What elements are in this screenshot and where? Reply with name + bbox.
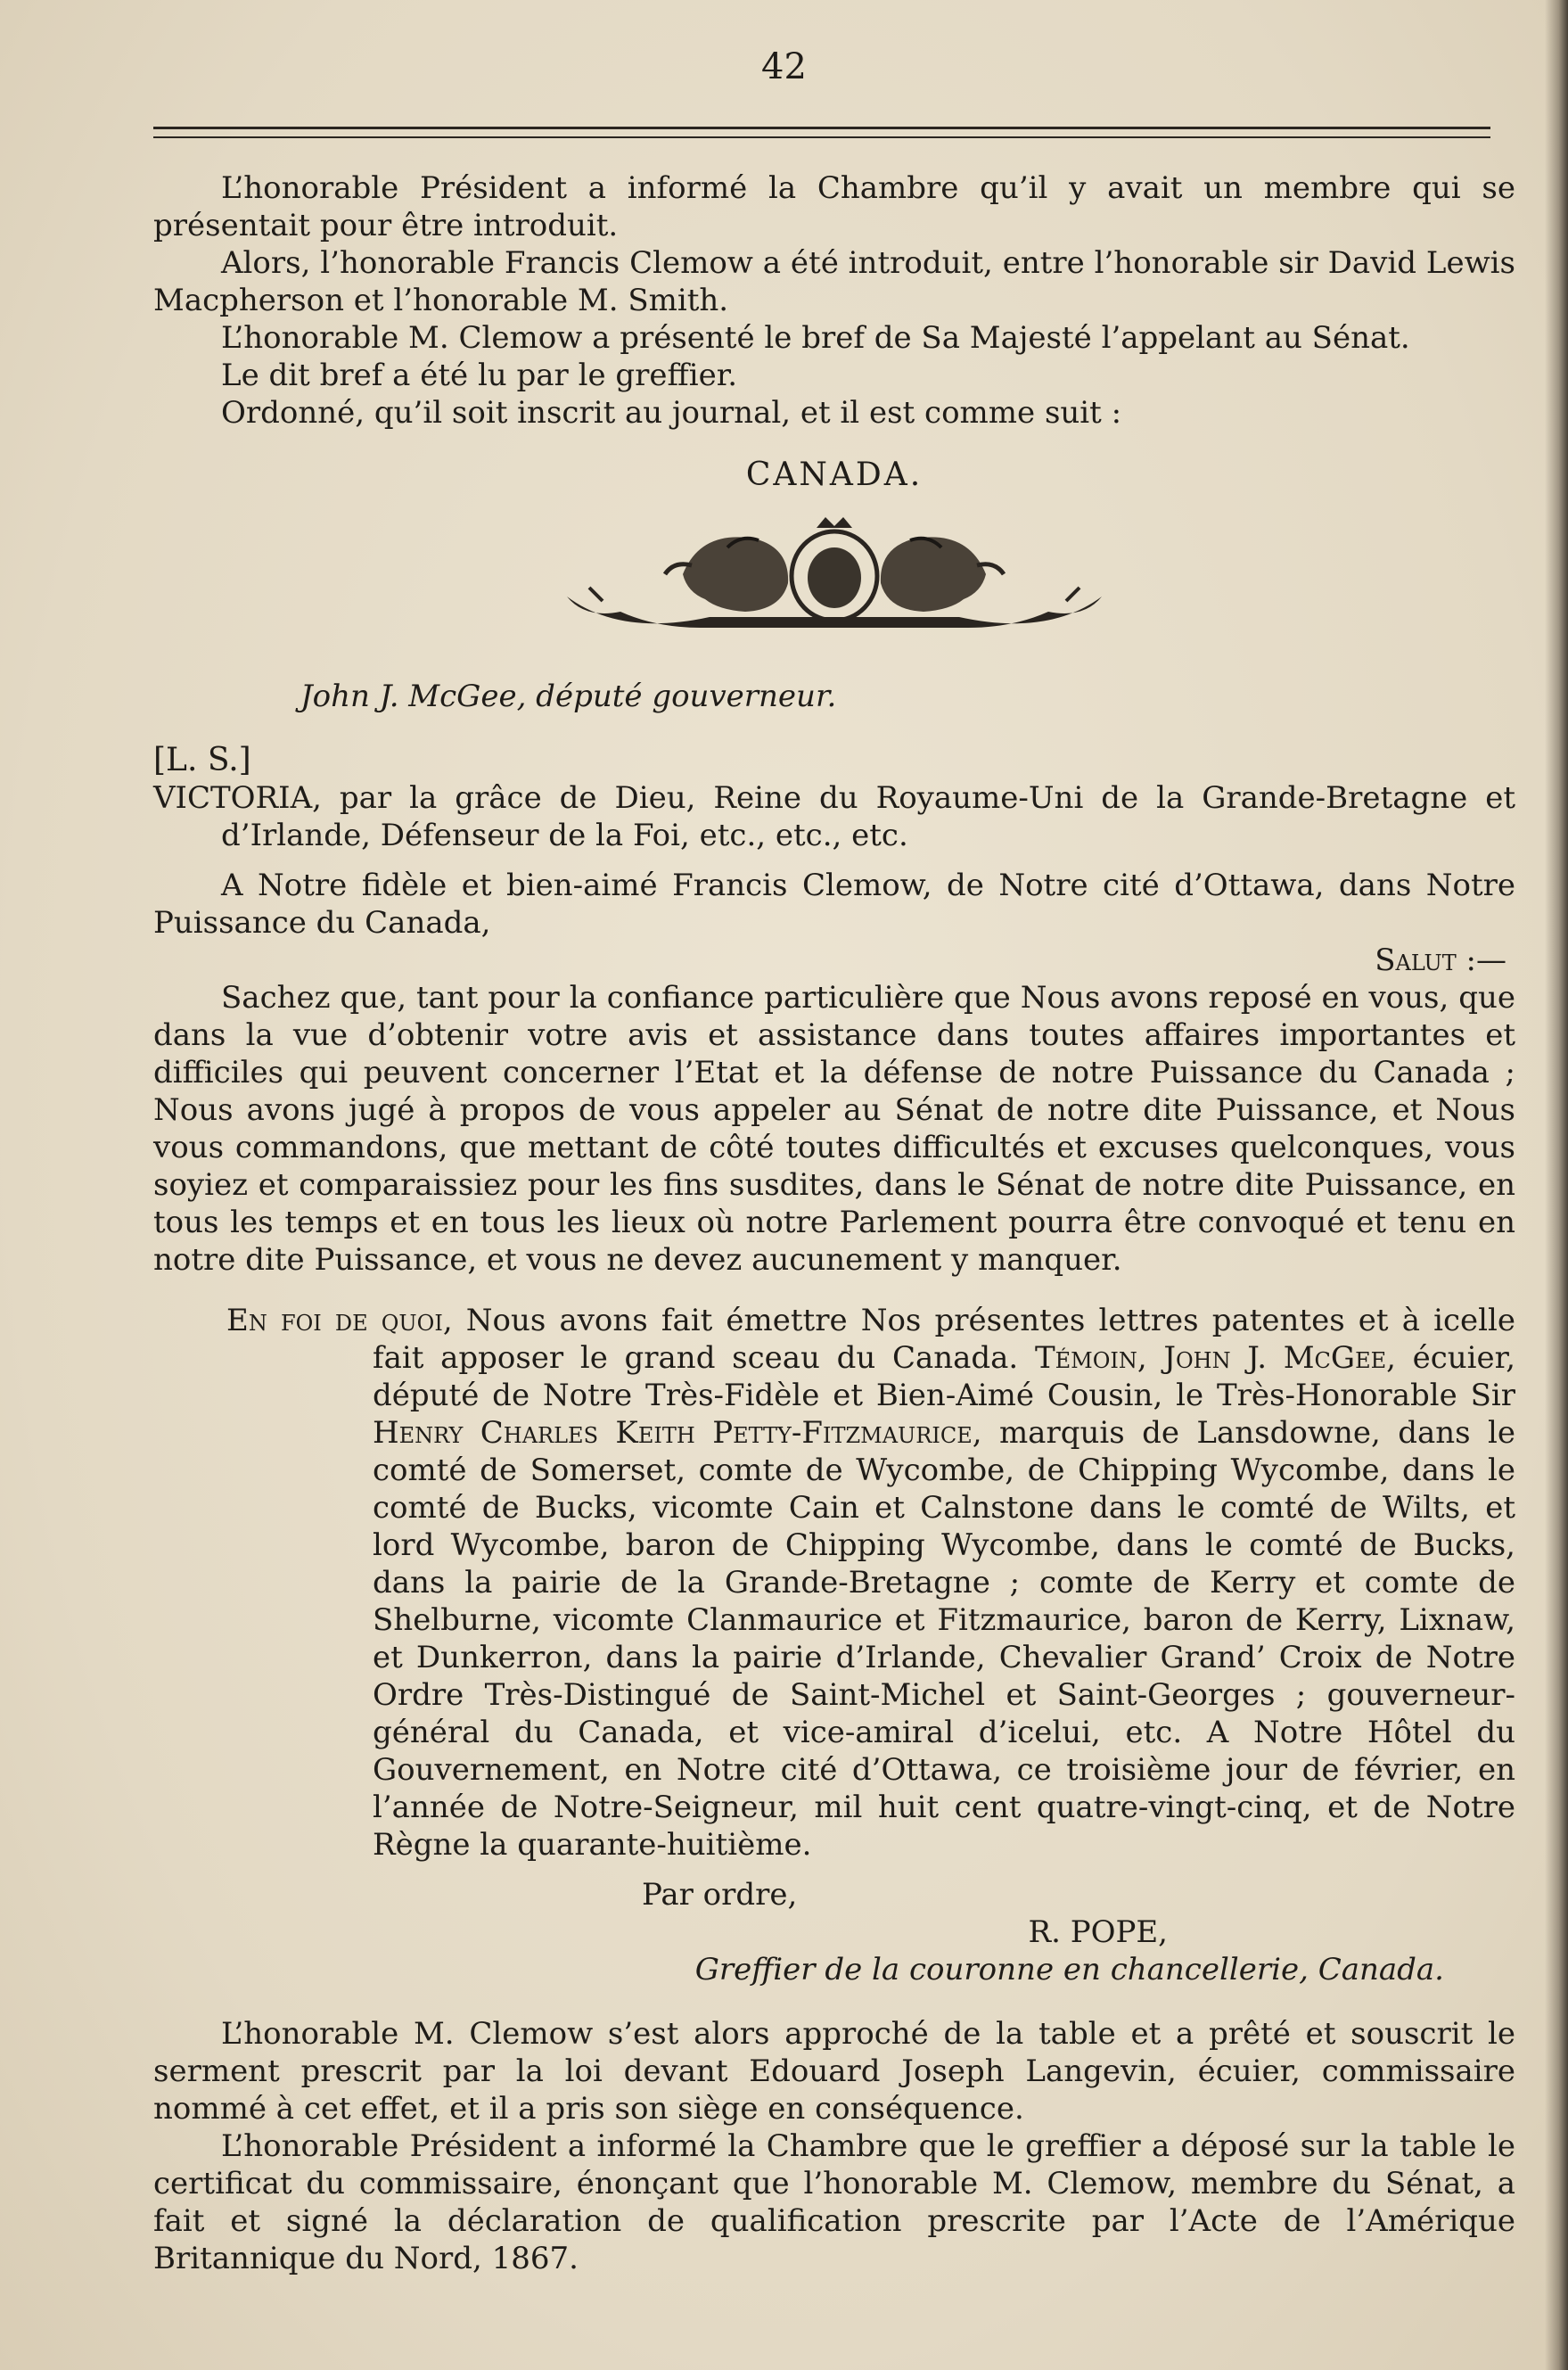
paragraph-certificate: L’honorable Président a informé la Chambre que le greffier a déposé sur la table le certificat du commissaire, énonçant que l’honorable M. Clemow, membre du Sénat, a fait et signé la déclaration de qualification prescrite par l’Acte de l’Amérique Britannique du Nord, 1867. — [153, 2128, 1515, 2276]
en-foi-text-1: Nous avons fait émettre Nos présentes lettres patentes et à icelle fait apposer le grand sceau du Canada. — [373, 1303, 1515, 1376]
deputy-governor-signature: John J. McGee, député gouverneur. — [300, 679, 837, 714]
page-body — [153, 169, 1515, 2277]
paragraph-president-informs: L’honorable Président a informé la Chambre qu’il y avait un membre qui se présentait pour être introduit. — [153, 170, 1515, 243]
paragraph-en-foi — [153, 1302, 1515, 1864]
royal-coat-of-arms-icon — [549, 512, 1120, 646]
paragraph-ordered: Ordonné, qu’il soit inscrit au journal, et il est comme suit : — [221, 395, 1122, 431]
paragraph-writ-presented: L’honorable M. Clemow a présenté le bref de Sa Majesté l’appelant au Sénat. — [221, 320, 1410, 356]
en-foi-text-2: écuier, député de Notre Très-Fidèle et Bien-Aimé Cousin, le Très-Honorable Sir — [373, 1340, 1515, 1413]
signer-title: Greffier de la couronne en chancellerie, Canada. — [694, 1952, 1444, 1987]
paragraph-sachez: Sachez que, tant pour la confiance particulière que Nous avons reposé en vous, que dans la vue d’obtenir votre avis et assistance dans toutes affaires importantes et difficiles qui peuvent concerner l’Etat et la défense de notre Puissance du Canada ; Nous avons jugé à propos de vous appeler au Sénat de notre dite Puissance, et Nous vous commandons, que mettant de côté toutes difficultés et excuses quelconques, vous soyiez et comparaissiez pour les fins susdites, dans le Sénat de notre dite Puissance, en tous les temps et en tous les lieux où notre Parlement pourra être convoqué et tenu en notre dite Puissance, et vous ne devez aucunement y manquer. — [153, 980, 1515, 1278]
header-rule — [153, 127, 1490, 138]
governor-name: Henry Charles Keith Petty-Fitzmaurice, — [373, 1415, 982, 1451]
paragraph-oath-sworn: L’honorable M. Clemow s’est alors approché de la table et a prêté et souscrit le serment prescrit par la loi devant Edouard Joseph Langevin, écuier, commissaire nommé à cet effet, et il a pris son siège en conséquence. — [153, 2016, 1515, 2127]
seal-mark: [L. S.] — [153, 742, 251, 778]
temoin-name: Témoin, John J. McGee, — [1034, 1340, 1396, 1376]
en-foi-text-3: marquis de Lansdowne, dans le comté de Somerset, comte de Wycombe, de Chipping Wycombe, dans le comté de Bucks, vicomte Cain et Calnstone dans le comté de Wilts, et lord Wycombe, baron de Chipping Wycombe, dans le comté de Bucks, dans la pairie de la Grande-Bretagne ; comte de Kerry et comte de Shelburne, vicomte Clanmaurice et Fitzmaurice, baron de Kerry, Lixnaw, et Dunkerron, dans la pairie d’Irlande, Chevalier Grand’ Croix de Notre Ordre Très-Distingué de Saint-Michel et Saint-Georges ; gouverneur-général du Canada, et vice-amiral d’icelui, etc. A Notre Hôtel du Gouvernement, en Notre cité d’Ottawa, ce troisième jour de février, en l’année de Notre-Seigneur, mil huit cent quatre-vingt-cinq, et de Notre Règne la quarante-huitième. — [373, 1415, 1515, 1863]
par-ordre: Par ordre, — [642, 1877, 798, 1913]
writ-heading: CANADA. — [745, 457, 924, 493]
paragraph-address: A Notre fidèle et bien-aimé Francis Clemow, de Notre cité d’Ottawa, dans Notre Puissance du Canada, — [153, 868, 1515, 941]
en-foi-lead: En foi de quoi, — [226, 1303, 453, 1338]
signer-name: R. POPE, — [1028, 1914, 1168, 1950]
page-number: 42 — [761, 46, 807, 87]
paragraph-victoria: VICTORIA, par la grâce de Dieu, Reine du Royaume-Uni de la Grande-Bretagne et d’Irlande, Défenseur de la Foi, etc., etc., etc. — [153, 780, 1515, 853]
binding-shadow — [1545, 0, 1568, 2370]
paragraph-clemow-introduced: Alors, l’honorable Francis Clemow a été introduit, entre l’honorable sir David Lewis Macpherson et l’honorable M. Smith. — [153, 245, 1515, 318]
salutation: Salut :— — [1375, 942, 1506, 978]
paragraph-writ-read: Le dit bref a été lu par le greffier. — [221, 358, 738, 393]
